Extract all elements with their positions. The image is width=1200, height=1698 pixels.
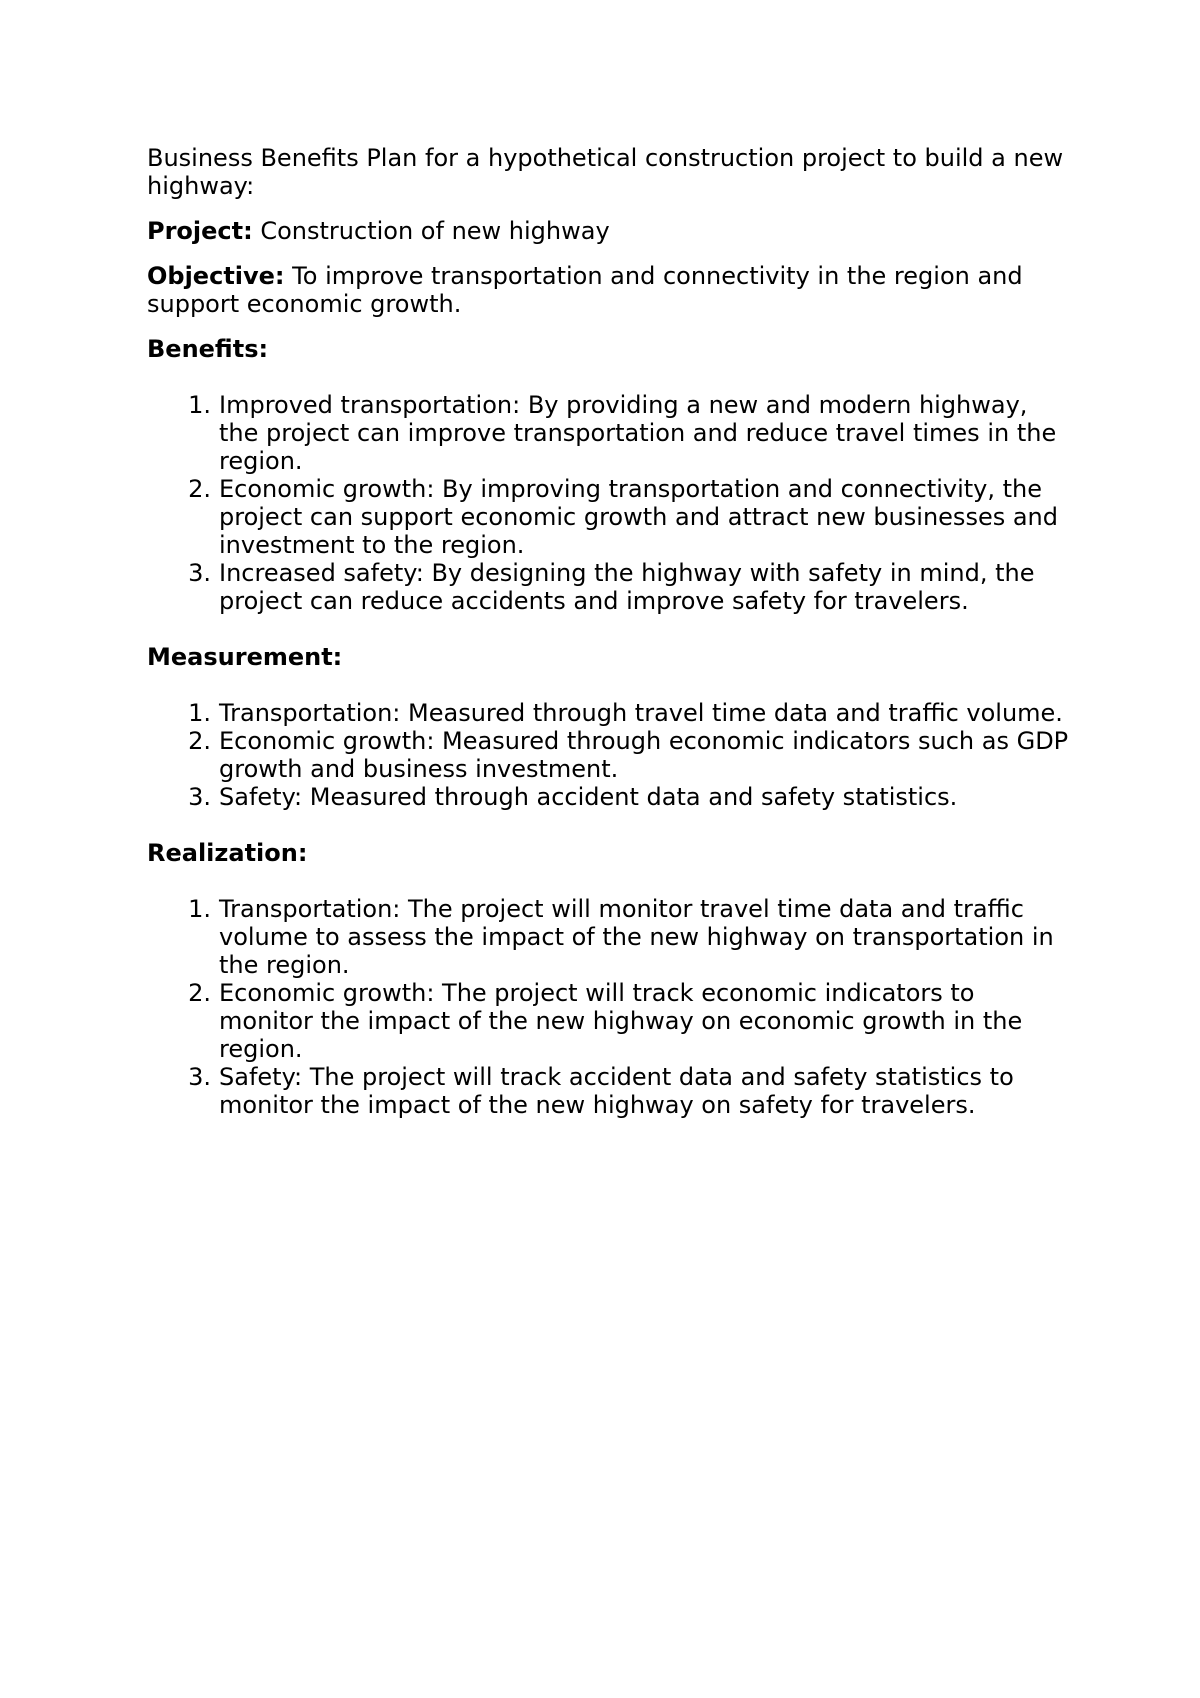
project-value: Construction of new highway [260,217,610,245]
objective-value: To improve transportation and connectivity in the region and support economic growth. [147,262,1023,318]
project-field [147,217,1072,245]
measurement-list [147,699,1072,811]
list-item: Economic growth: The project will track economic indicators to monitor the impact of the new highway on economic growth in the region. [219,979,1023,1063]
list-item: Transportation: The project will monitor travel time data and traffic volume to assess the impact of the new highway on transportation in the region. [219,895,1054,979]
list-item: Safety: The project will track accident data and safety statistics to monitor the impact of the new highway on safety for travelers. [219,1063,1014,1119]
intro-text: Business Benefits Plan for a hypothetical construction project to build a new highway: [147,144,1064,200]
measurement-section [147,643,1072,811]
objective-label: Objective: [147,262,285,290]
list-item: Improved transportation: By providing a new and modern highway, the project can improve transportation and reduce travel times in the region. [219,391,1057,475]
list-item: Safety: Measured through accident data and safety statistics. [219,783,958,811]
list-item: Economic growth: By improving transportation and connectivity, the project can support economic growth and attract new businesses and investment to the region. [219,475,1058,559]
list-item: Economic growth: Measured through economic indicators such as GDP growth and business investment. [219,727,1069,783]
document-page [147,144,1072,1147]
realization-list [147,895,1072,1119]
objective-field [147,262,1072,318]
realization-section [147,839,1072,1119]
realization-heading: Realization: [147,839,308,867]
benefits-heading: Benefits: [147,335,269,363]
list-item: Transportation: Measured through travel time data and traffic volume. [219,699,1063,727]
project-label: Project: [147,217,253,245]
benefits-list [147,391,1072,615]
list-item: Increased safety: By designing the highway with safety in mind, the project can reduce accidents and improve safety for travelers. [219,559,1035,615]
measurement-heading: Measurement: [147,643,343,671]
benefits-section [147,335,1072,615]
